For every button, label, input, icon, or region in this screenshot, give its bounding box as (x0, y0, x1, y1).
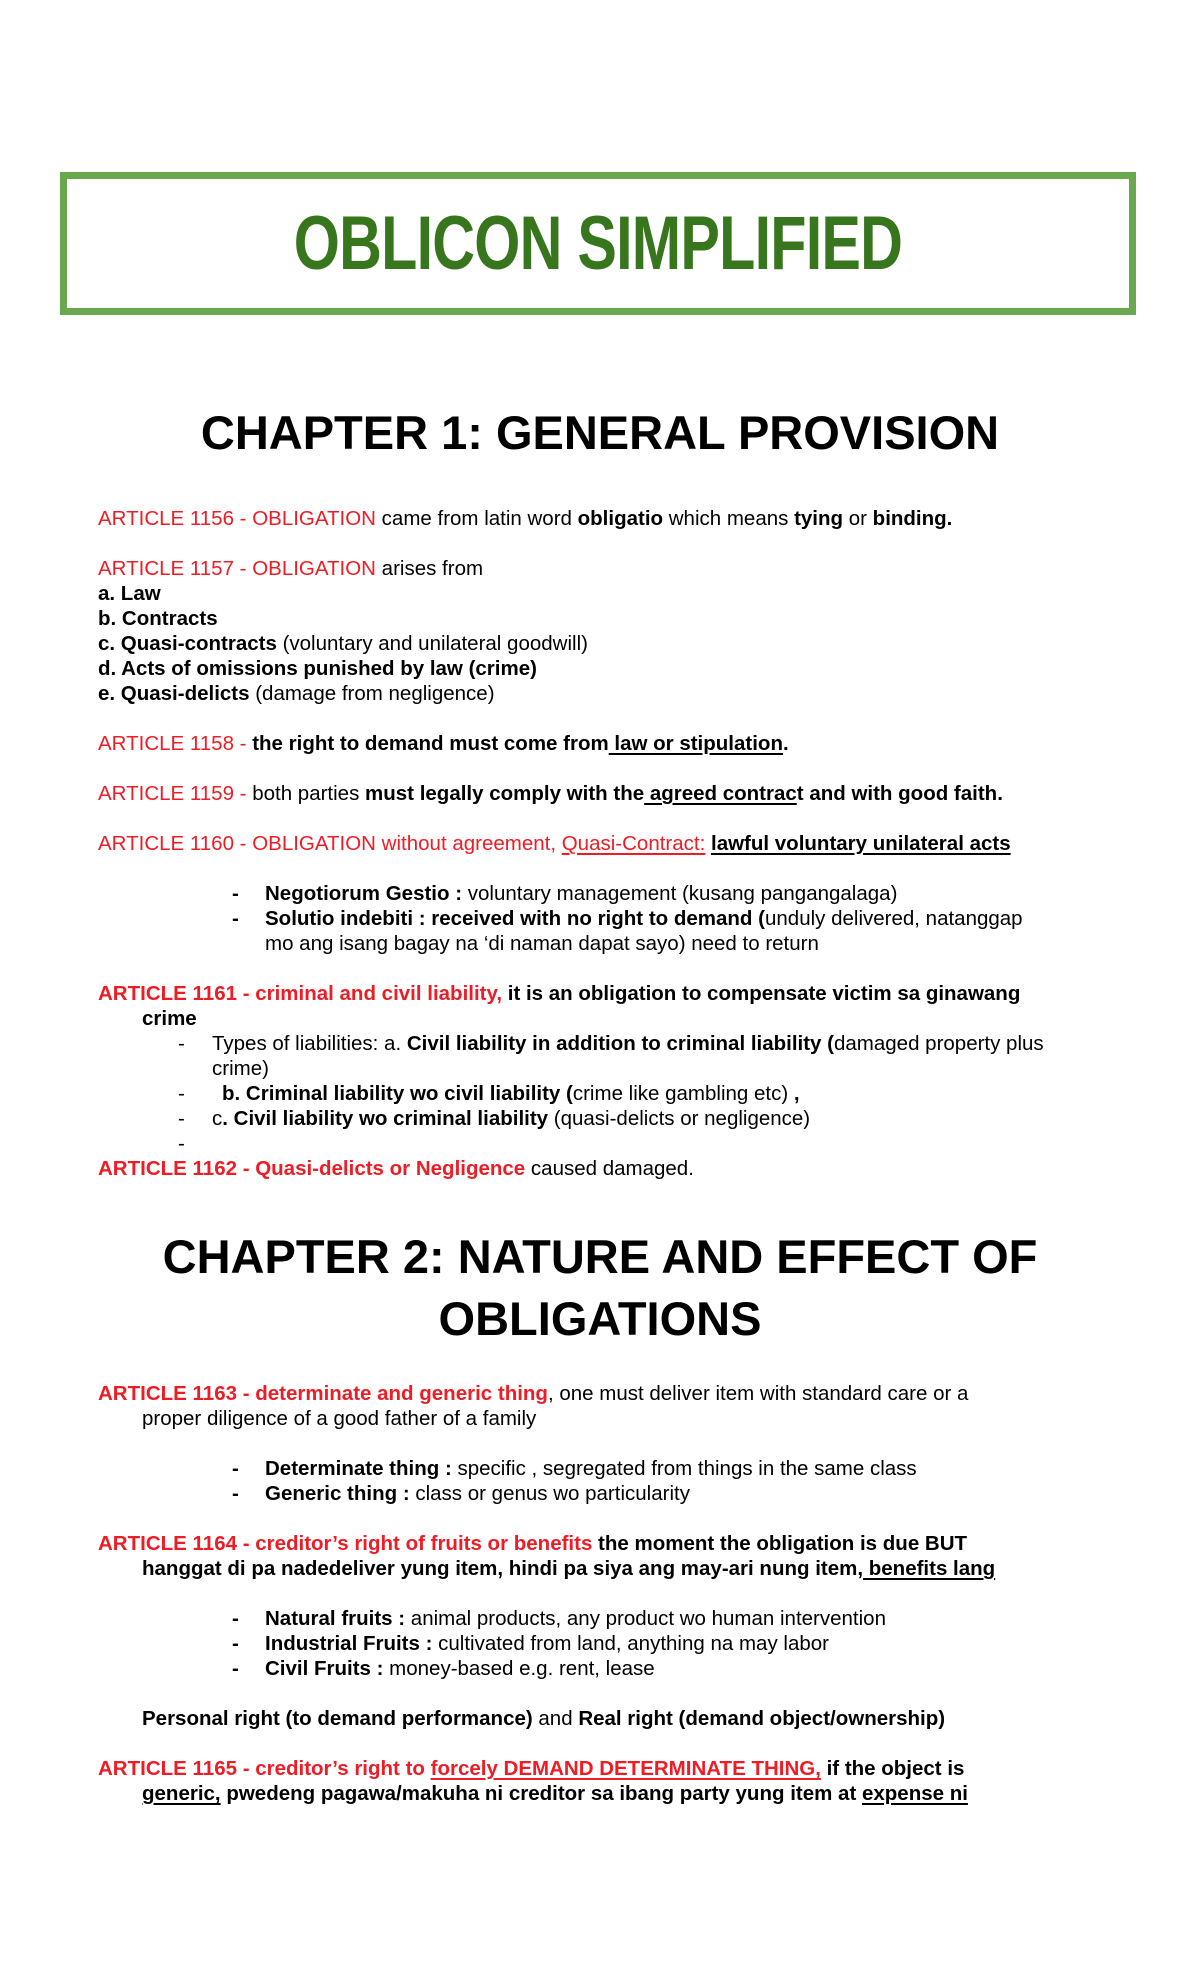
bullet-dash-icon: - (232, 907, 239, 930)
list-item: a. Law (98, 582, 161, 605)
article-1162: ARTICLE 1162 - Quasi-delicts or Negligence caused damaged. (98, 1157, 694, 1180)
list-item: Solutio indebiti : received with no right to demand (unduly delivered, natanggap (265, 907, 1023, 930)
bullet-dash-icon: - (232, 882, 239, 905)
bullet-dash-icon: - (232, 1657, 239, 1680)
bullet-dash-icon: - (232, 1482, 239, 1505)
rights-note: Personal right (to demand performance) and Real right (demand object/ownership) (142, 1707, 946, 1730)
bullet-dash-icon: - (232, 1457, 239, 1480)
list-item: d. Acts of omissions punished by law (crime) (98, 657, 537, 680)
list-item: e. Quasi-delicts (damage from negligence) (98, 682, 495, 705)
article-1161-continuation: crime (142, 1007, 197, 1030)
document-title: OBLICON SIMPLIFIED (293, 201, 903, 286)
list-item-continuation: crime) (212, 1057, 269, 1080)
list-item: c. Civil liability wo criminal liability (quasi-delicts or negligence) (212, 1107, 811, 1130)
list-item: Natural fruits : animal products, any product wo human intervention (265, 1607, 886, 1630)
list-item: Negotiorum Gestio : voluntary management (kusang pangangalaga) (265, 882, 898, 905)
list-item: c. Quasi-contracts (voluntary and unilateral goodwill) (98, 632, 588, 655)
bullet-dash-icon: - (232, 1607, 239, 1630)
list-item: Determinate thing : specific , segregated from things in the same class (265, 1457, 917, 1480)
bullet-dash-icon: - (232, 1632, 239, 1655)
article-1165: ARTICLE 1165 - creditor’s right to forcely DEMAND DETERMINATE THING, if the object is (98, 1757, 965, 1780)
article-1164: ARTICLE 1164 - creditor’s right of fruits or benefits the moment the obligation is due BUT (98, 1532, 968, 1555)
article-1157: ARTICLE 1157 - OBLIGATION arises from (98, 557, 484, 580)
list-item: b. Contracts (98, 607, 218, 630)
article-1164-continuation: hanggat di pa nadedeliver yung item, hindi pa siya ang may-ari nung item, benefits lang (142, 1557, 996, 1580)
bullet-dash-icon: - (178, 1032, 185, 1055)
list-item: Civil Fruits : money-based e.g. rent, lease (265, 1657, 655, 1680)
chapter-2-heading: CHAPTER 2: NATURE AND EFFECT OF (162, 1230, 1038, 1283)
list-item-continuation: mo ang isang bagay na ‘di naman dapat sayo) need to return (265, 932, 819, 955)
article-1165-continuation: generic, pwedeng pagawa/makuha ni creditor sa ibang party yung item at expense ni (142, 1782, 968, 1805)
bullet-dash-icon: - (178, 1082, 185, 1105)
list-item: Generic thing : class or genus wo particularity (265, 1482, 690, 1505)
article-1163: ARTICLE 1163 - determinate and generic thing, one must deliver item with standard care or a (98, 1382, 969, 1405)
article-1156: ARTICLE 1156 - OBLIGATION came from latin word obligatio which means tying or binding. (98, 507, 953, 530)
chapter-2-heading-line2: OBLIGATIONS (438, 1292, 762, 1345)
bullet-dash-icon: - (178, 1132, 185, 1155)
list-item: Types of liabilities: a. Civil liability in addition to criminal liability (damaged property plus (212, 1032, 1044, 1055)
article-1159: ARTICLE 1159 - both parties must legally comply with the agreed contract and with good faith. (98, 782, 1003, 805)
title-box (60, 172, 1136, 315)
article-1161: ARTICLE 1161 - criminal and civil liability, it is an obligation to compensate victim sa ginawang (98, 982, 1021, 1005)
list-item: b. Criminal liability wo civil liability (crime like gambling etc) , (222, 1082, 800, 1105)
article-1163-continuation: proper diligence of a good father of a family (142, 1407, 537, 1430)
article-1160: ARTICLE 1160 - OBLIGATION without agreement, Quasi-Contract: lawful voluntary unilateral acts (98, 832, 1011, 855)
bullet-dash-icon: - (178, 1107, 185, 1130)
list-item: Industrial Fruits : cultivated from land, anything na may labor (265, 1632, 829, 1655)
article-1158: ARTICLE 1158 - the right to demand must come from law or stipulation. (98, 732, 789, 755)
chapter-1-heading: CHAPTER 1: GENERAL PROVISION (200, 406, 1000, 459)
